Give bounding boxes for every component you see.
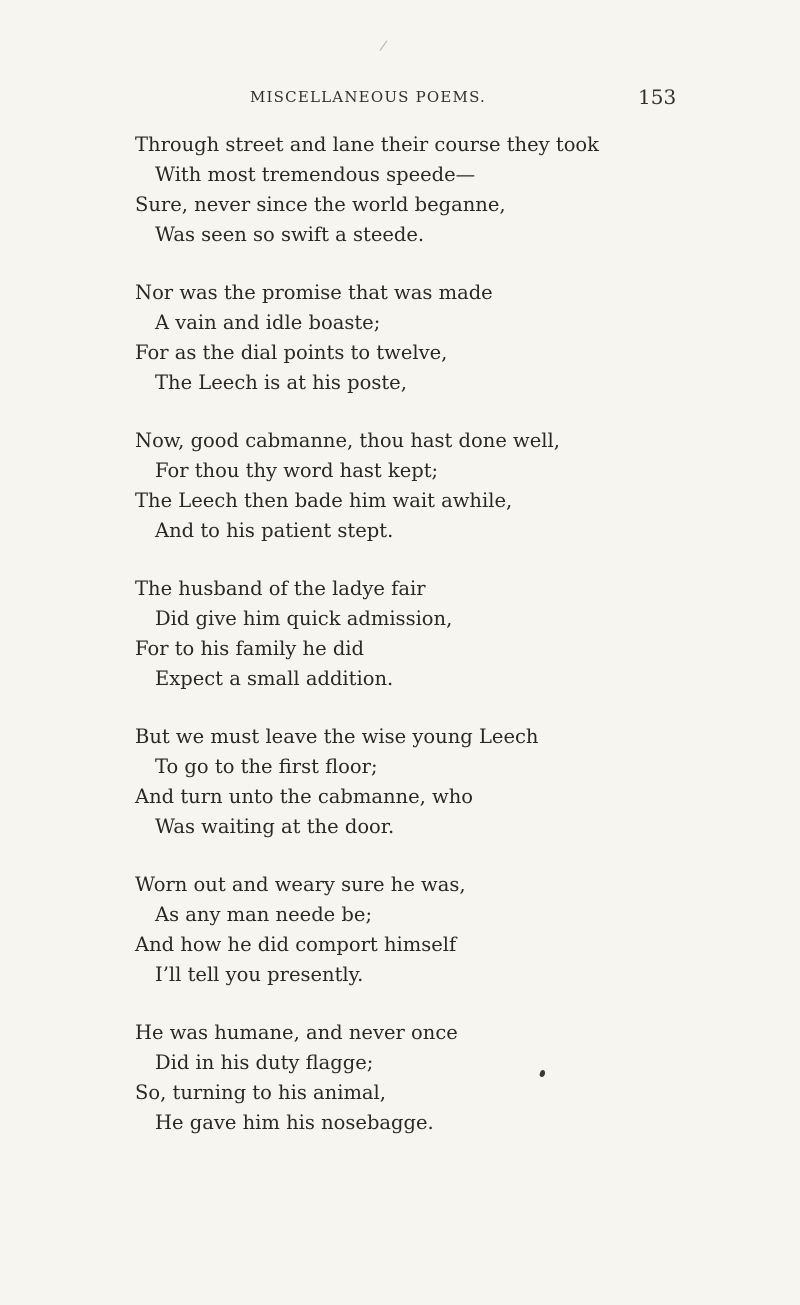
poem-line: The Leech is at his poste, [155, 371, 407, 394]
poem-line: For to his family he did [135, 637, 365, 660]
poem-line: For as the dial points to twelve, [135, 341, 448, 364]
poem-line: But we must leave the wise young Leech [135, 725, 539, 748]
poem-line: With most tremendous speede— [155, 163, 476, 186]
poem-line: Expect a small addition. [155, 667, 394, 690]
poem-line: The husband of the ladye fair [135, 577, 426, 600]
poem-line: Worn out and weary sure he was, [135, 873, 466, 896]
poem-line: And how he did comport himself [135, 933, 457, 956]
poem-line: He gave him his nosebagge. [155, 1111, 434, 1134]
poem-line: Sure, never since the world beganne, [135, 193, 506, 216]
poem-line: Was seen so swift a steede. [155, 223, 425, 246]
poem-line: The Leech then bade him wait awhile, [135, 489, 513, 512]
poem-line: Nor was the promise that was made [135, 281, 493, 304]
poem-line: Did in his duty flagge; [155, 1051, 374, 1074]
page-number: 153 [638, 85, 677, 109]
poem-line: To go to the first floor; [155, 755, 378, 778]
poem-line: Now, good cabmanne, thou hast done well, [135, 429, 560, 452]
poem-line: I’ll tell you presently. [155, 963, 364, 986]
poem-line: As any man neede be; [155, 903, 373, 926]
running-title: MISCELLANEOUS POEMS. [250, 88, 487, 106]
poem-line: A vain and idle boaste; [155, 311, 381, 334]
poem-line: For thou thy word hast kept; [155, 459, 439, 482]
poem-line: So, turning to his animal, [135, 1081, 386, 1104]
poem-line: And turn unto the cabmanne, who [135, 785, 474, 808]
stray-pencil-mark: / [378, 37, 389, 55]
poem-line: He was humane, and never once [135, 1021, 458, 1044]
poem-line: Did give him quick admission, [155, 607, 453, 630]
poem-line: And to his patient stept. [155, 519, 394, 542]
poem-line: Was waiting at the door. [155, 815, 395, 838]
poem-line: Through street and lane their course they took [135, 133, 599, 156]
